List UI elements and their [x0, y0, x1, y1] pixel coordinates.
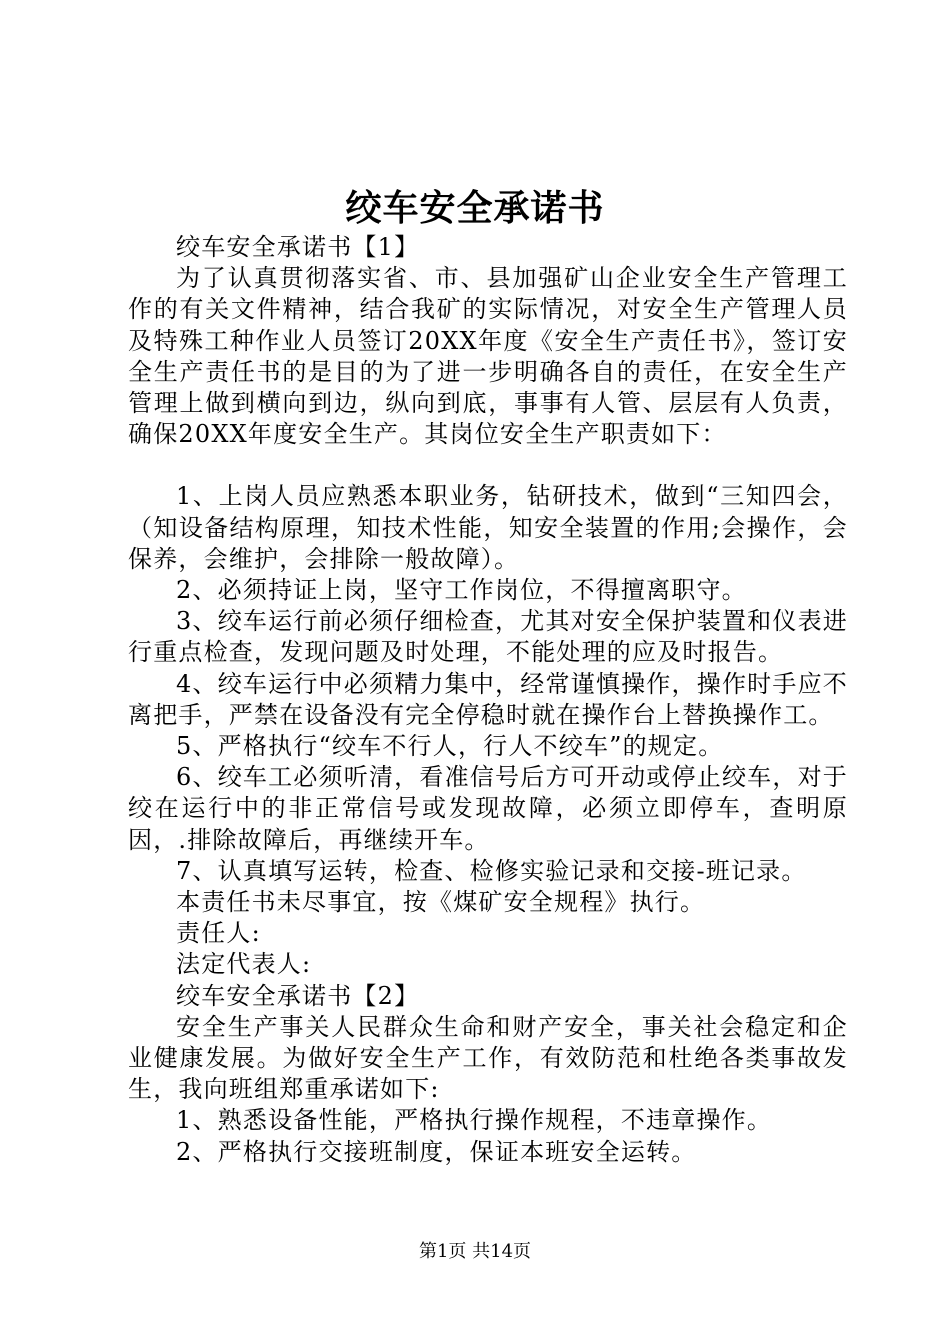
duty-item-5: 5、严格执行“绞车不行人，行人不绞车”的规定。	[176, 732, 724, 761]
pledge-intro-paragraph: 安全生产事关人民群众生命和财产安全，事关社会稳定和企业健康发展。为做好安全生产工作，有效防范和杜绝各类事故发生，我向班组郑重承诺如下:	[128, 1012, 848, 1104]
page-number-footer: 第1页 共14页	[418, 1241, 532, 1262]
blank-line	[128, 450, 848, 481]
legal-representative-label: 法定代表人:	[176, 950, 312, 979]
duty-item-3: 3、绞车运行前必须仔细检查，尤其对安全保护装置和仪表进行重点检查，发现问题及时处理，不能处理的应及时报告。	[128, 607, 848, 667]
duty-item-4: 4、绞车运行中必须精力集中，经常谨慎操作，操作时手应不离把手，严禁在设备没有完全停稳时就在操作台上替换操作工。	[128, 669, 848, 729]
responsible-person-label: 责任人:	[176, 919, 261, 948]
pledge-item-2: 2、严格执行交接班制度，保证本班安全运转。	[176, 1137, 697, 1166]
closing-note: 本责任书未尽事宜，按《煤矿安全规程》执行。	[176, 888, 706, 917]
section-heading-1: 绞车安全承诺书【1】	[176, 233, 420, 261]
document-title: 绞车安全承诺书	[345, 187, 605, 229]
duty-item-7: 7、认真填写运转，检查、检修实验记录和交接-班记录。	[176, 856, 807, 885]
section-heading-2: 绞车安全承诺书【2】	[176, 981, 420, 1010]
duty-item-6: 6、绞车工必须听清，看准信号后方可开动或停止绞车，对于绞在运行中的非正常信号或发现故障，必须立即停车，查明原因，.排除故障后，再继续开车。	[128, 763, 848, 854]
duty-item-1: 1、上岗人员应熟悉本职业务，钻研技术，做到“三知四会，（知设备结构原理，知技术性能，知安全装置的作用;会操作，会保养，会维护，会排除一般故障）。	[128, 482, 848, 573]
intro-paragraph: 为了认真贯彻落实省、市、县加强矿山企业安全生产管理工作的有关文件精神，结合我矿的实际情况，对安全生产管理人员及特殊工种作业人员签订20XX年度《安全生产责任书》，签订安全生产责任书的是目的为了进一步明确各自的责任，在安全生产管理上做到横向到边，纵向到底，事事有人管、层层有人负责，确保20XX年度安全生产。其岗位安全生产职责如下：	[128, 264, 848, 449]
duty-item-2: 2、必须持证上岗，坚守工作岗位，不得擅离职守。	[176, 576, 747, 605]
document-body	[128, 232, 848, 1168]
pledge-item-1: 1、熟悉设备性能，严格执行操作规程，不违章操作。	[176, 1106, 773, 1135]
